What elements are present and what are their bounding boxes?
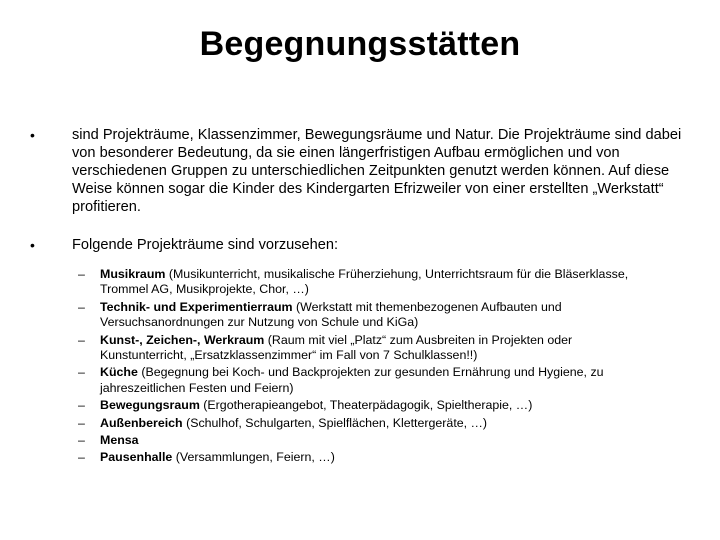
dash-marker: – — [78, 398, 85, 413]
room-detail: (Musikunterricht, musikalische Früherziehung, Unterrichtsraum für die Bläserklasse, Trommel AG, Musikprojekte, Chor, …) — [100, 267, 629, 297]
list-item — [78, 267, 638, 298]
bullet-list — [30, 126, 690, 468]
dash-marker: – — [78, 433, 85, 448]
bullet-text: Folgende Projekträume sind vorzusehen: — [72, 237, 339, 253]
room-detail: (Schulhof, Schulgarten, Spielflächen, Klettergeräte, …) — [182, 415, 488, 430]
list-item — [78, 333, 638, 364]
dash-marker: – — [78, 299, 85, 314]
room-detail: (Versammlungen, Feiern, …) — [172, 450, 335, 465]
room-detail: (Ergotherapieangebot, Theaterpädagogik, Spieltherapie, …) — [199, 398, 533, 413]
dash-marker: – — [78, 332, 85, 347]
room-name: Pausenhalle — [100, 450, 173, 465]
list-item — [78, 433, 638, 448]
list-item — [78, 450, 638, 465]
room-name: Musikraum — [100, 267, 166, 281]
room-name: Kunst-, Zeichen-, Werkraum — [100, 332, 265, 347]
dash-marker: – — [78, 365, 85, 380]
room-name: Mensa — [100, 433, 139, 448]
bullet-text: sind Projekträume, Klassenzimmer, Bewegungsräume und Natur. Die Projekträume sind dabei von besonderer Bedeutung, da sie einen längerfristigen Aufbau ermöglichen und von verschiedenen Gruppen zu unterschiedlichen Zeitpunkten genutzt werden können. Auf diese Weise können sogar die Kinder des Kindergarten Efrizweiler von einer erstellten „Werkstatt“ profitieren. — [72, 127, 682, 215]
room-name: Küche — [100, 365, 138, 380]
list-item — [78, 398, 638, 413]
room-name: Technik- und Experimentierraum — [100, 299, 293, 314]
room-name: Außenbereich — [100, 415, 183, 430]
room-name: Bewegungsraum — [100, 398, 200, 413]
project-room-list — [72, 267, 638, 466]
list-item — [78, 365, 638, 396]
room-detail: (Werkstatt mit themenbezogenen Aufbauten und Versuchsanordnungen zur Nutzung von Schule und KiGa) — [100, 299, 562, 330]
slide-title: Begegnungsstätten — [199, 25, 521, 63]
list-item — [78, 416, 638, 431]
bullet-item — [30, 236, 690, 466]
dash-marker: – — [78, 415, 85, 430]
list-item — [78, 300, 638, 331]
dash-marker: – — [78, 450, 85, 465]
bullet-item — [30, 126, 690, 216]
room-detail: (Begegnung bei Koch- und Backprojekten zur gesunden Ernährung und Hygiene, zu jahreszeitlichen Festen und Feiern) — [100, 365, 604, 395]
room-detail: (Raum mit viel „Platz“ zum Ausbreiten in Projekten oder Kunstunterricht, „Ersatzklassenzimmer“ im Fall von 7 Schulklassen!!) — [100, 332, 573, 363]
dash-marker: – — [78, 267, 85, 281]
bullet-marker: • — [30, 127, 35, 143]
bullet-marker: • — [30, 237, 35, 253]
